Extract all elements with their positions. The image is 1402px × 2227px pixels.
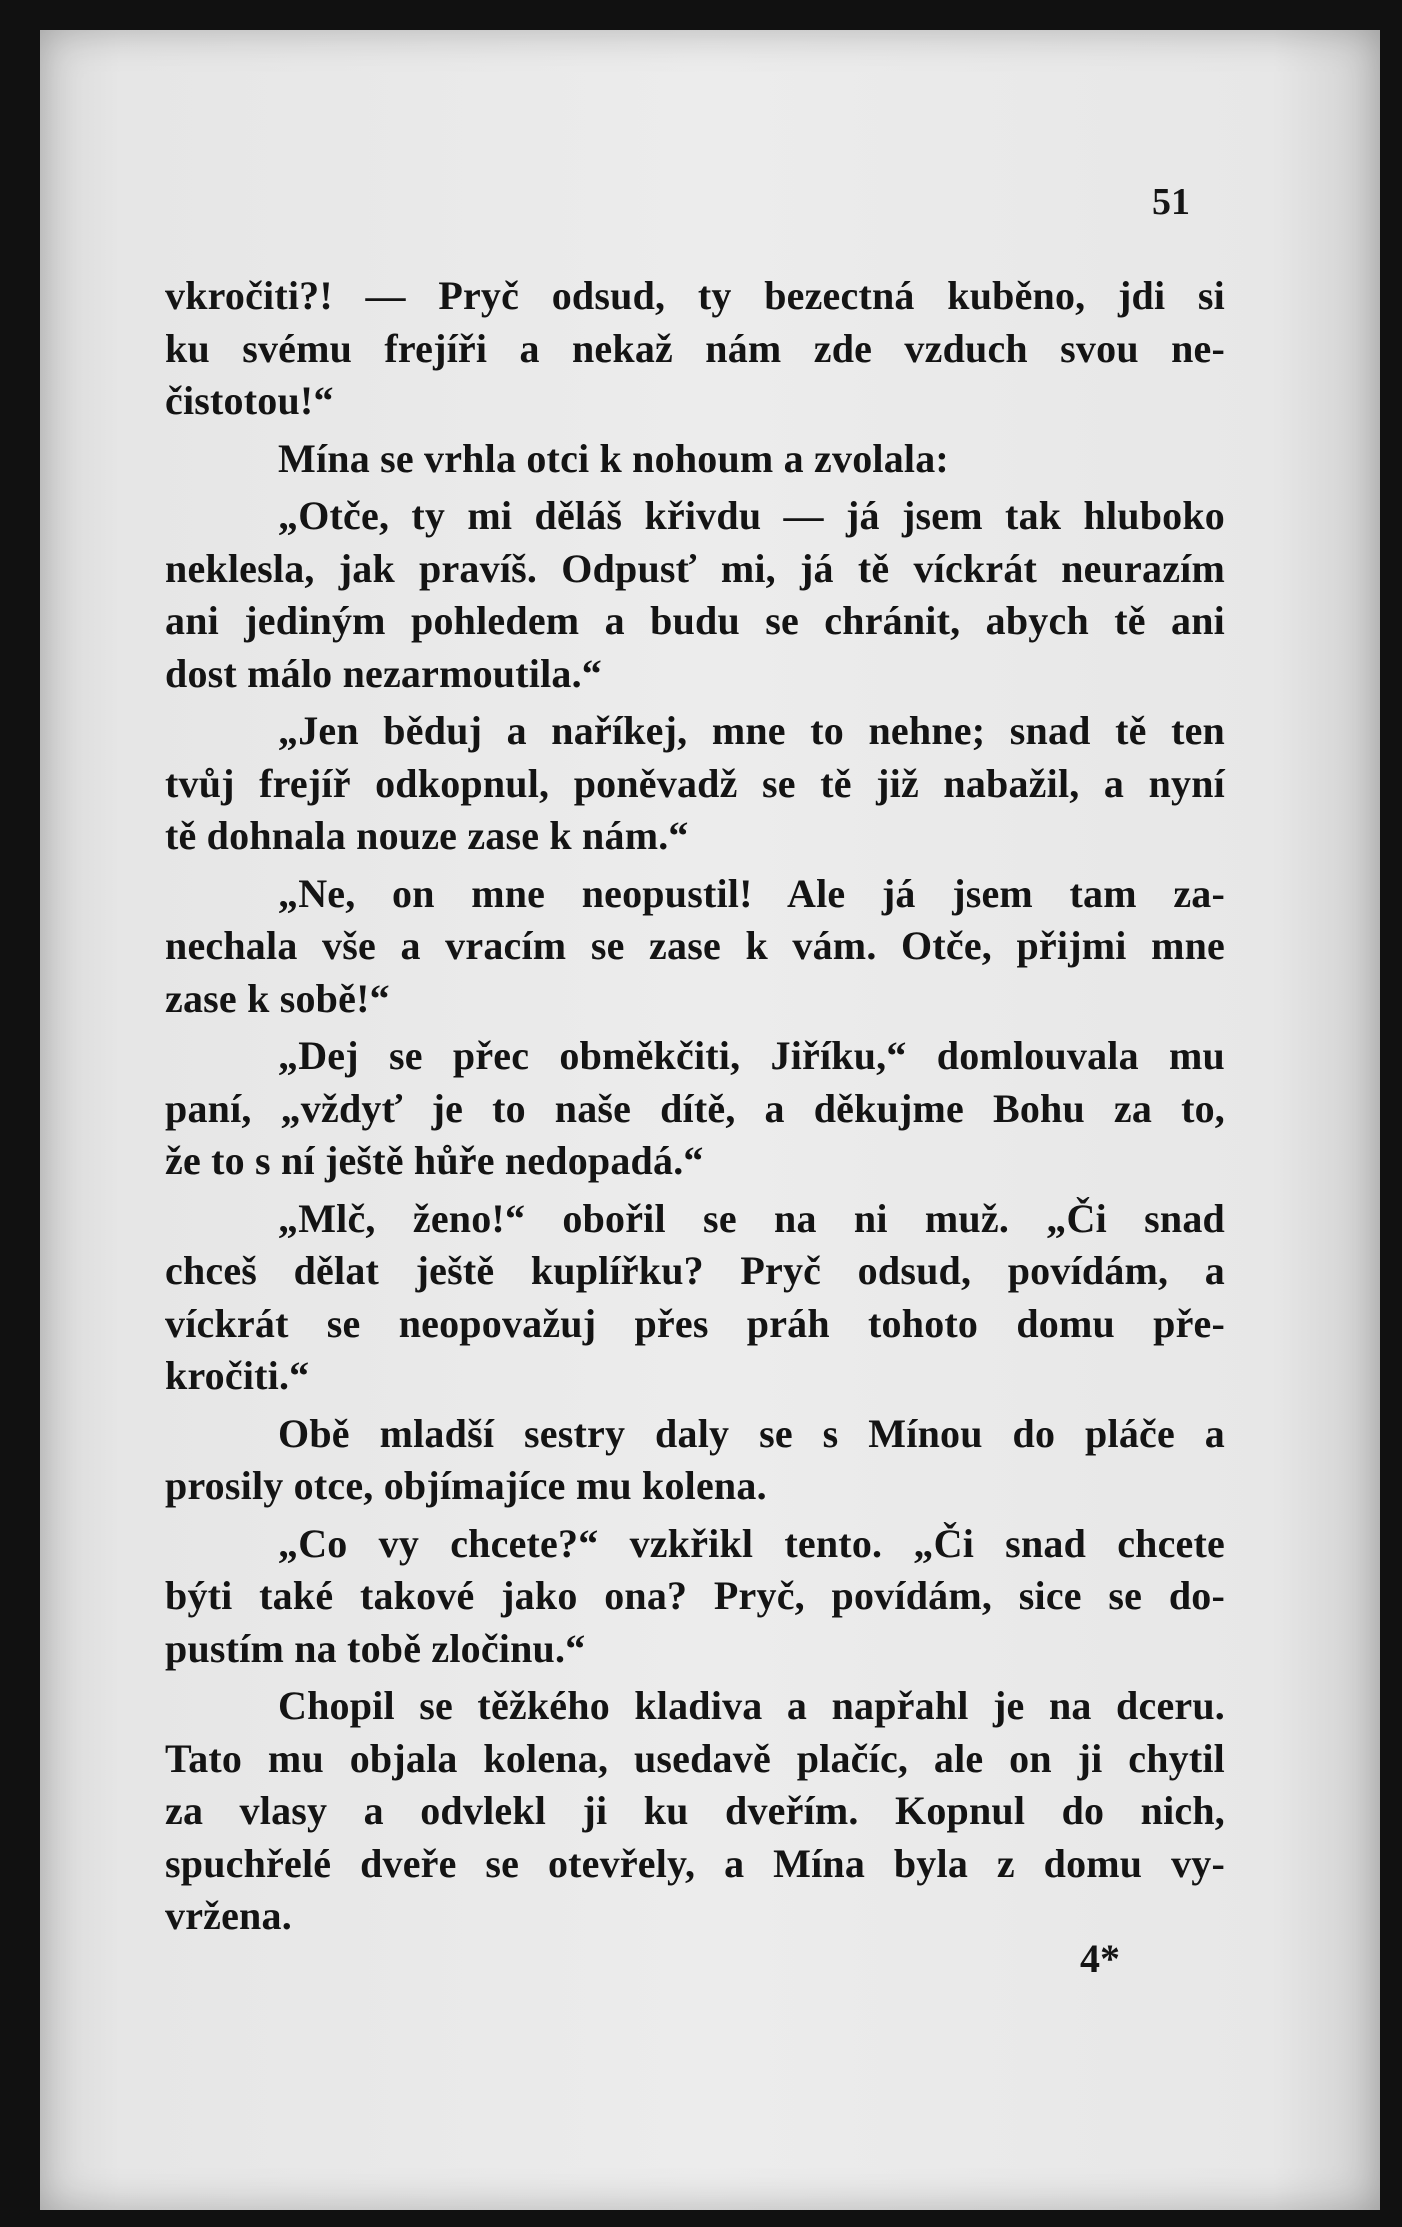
text-line: prosily otce, objímajíce mu kolena. [165, 1463, 767, 1508]
text-line: býti také takové jako ona? Pryč, povídám, sice se do- [165, 1573, 1225, 1618]
paragraph [165, 490, 1225, 700]
text-line: „Mlč, ženo!“ obořil se na ni muž. „Či snad [278, 1195, 1225, 1241]
text-line: vkročiti?! — Pryč odsud, ty bezectná kuběno, jdi si [165, 273, 1225, 318]
text-line: „Jen běduj a naříkej, mne to nehne; snad tě ten [278, 708, 1225, 753]
paragraph [165, 433, 1225, 486]
text-line: pustím na tobě zločinu.“ [165, 1625, 586, 1671]
text-line: „Ne, on mne neopustil! Ale já jsem tam za- [278, 870, 1225, 916]
paragraph [165, 1408, 1225, 1513]
text-line: neklesla, jak pravíš. Odpusť mi, já tě víckrát neurazím [165, 545, 1225, 591]
text-line: paní, „vždyť je to naše dítě, a děkujme Bohu za to, [165, 1085, 1225, 1131]
paragraph [165, 868, 1225, 1026]
paragraph [165, 1518, 1225, 1676]
paragraph [165, 1680, 1225, 1943]
text-line: dost málo nezarmoutila.“ [165, 650, 602, 696]
text-line: vržena. [165, 1893, 292, 1938]
text-line: víckrát se neopovažuj přes práh tohoto domu pře- [165, 1300, 1225, 1346]
text-line: nechala vše a vracím se zase k vám. Otče, přijmi mne [165, 923, 1225, 968]
text-line: „Dej se přec obměkčiti, Jiříku,“ domlouvala mu [278, 1033, 1225, 1078]
text-line: „Co vy chcete?“ vzkřikl tento. „Či snad chcete [278, 1520, 1225, 1566]
text-line: Chopil se těžkého kladiva a napřahl je na dceru. [278, 1683, 1225, 1728]
text-line: chceš dělat ještě kuplířku? Pryč odsud, povídám, a [165, 1248, 1225, 1293]
paragraph [165, 1030, 1225, 1188]
text-line: ku svému frejíři a nekaž nám zde vzduch svou ne- [165, 325, 1225, 371]
book-page [40, 30, 1380, 2210]
signature-mark: 4* [1080, 1936, 1120, 1981]
text-line: tě dohnala nouze zase k nám.“ [165, 813, 689, 858]
text-line: spuchřelé dveře se otevřely, a Mína byla z domu vy- [165, 1840, 1225, 1886]
text-line: Obě mladší sestry daly se s Mínou do pláče a [278, 1410, 1225, 1456]
text-line: ani jediným pohledem a budu se chránit, abych tě ani [165, 598, 1225, 643]
page-number: 51 [1152, 181, 1190, 223]
text-line: že to s ní ještě hůře nedopadá.“ [165, 1138, 704, 1183]
paragraph [165, 1193, 1225, 1403]
text-line: Tato mu objala kolena, usedavě plačíc, ale on ji chytil [165, 1735, 1225, 1781]
paragraph [165, 270, 1225, 428]
text-line: čistotou!“ [165, 378, 334, 423]
paragraph [165, 705, 1225, 863]
text-line: Mína se vrhla otci k nohoum a zvolala: [278, 435, 949, 481]
text-line: kročiti.“ [165, 1353, 310, 1398]
text-line: „Otče, ty mi děláš křivdu — já jsem tak hluboko [278, 493, 1225, 538]
text-line: zase k sobě!“ [165, 975, 390, 1021]
text-line: tvůj frejíř odkopnul, poněvadž se tě již nabažil, a nyní [165, 760, 1225, 806]
page-body-text [165, 270, 1225, 1943]
text-line: za vlasy a odvlekl ji ku dveřím. Kopnul do nich, [165, 1788, 1225, 1833]
